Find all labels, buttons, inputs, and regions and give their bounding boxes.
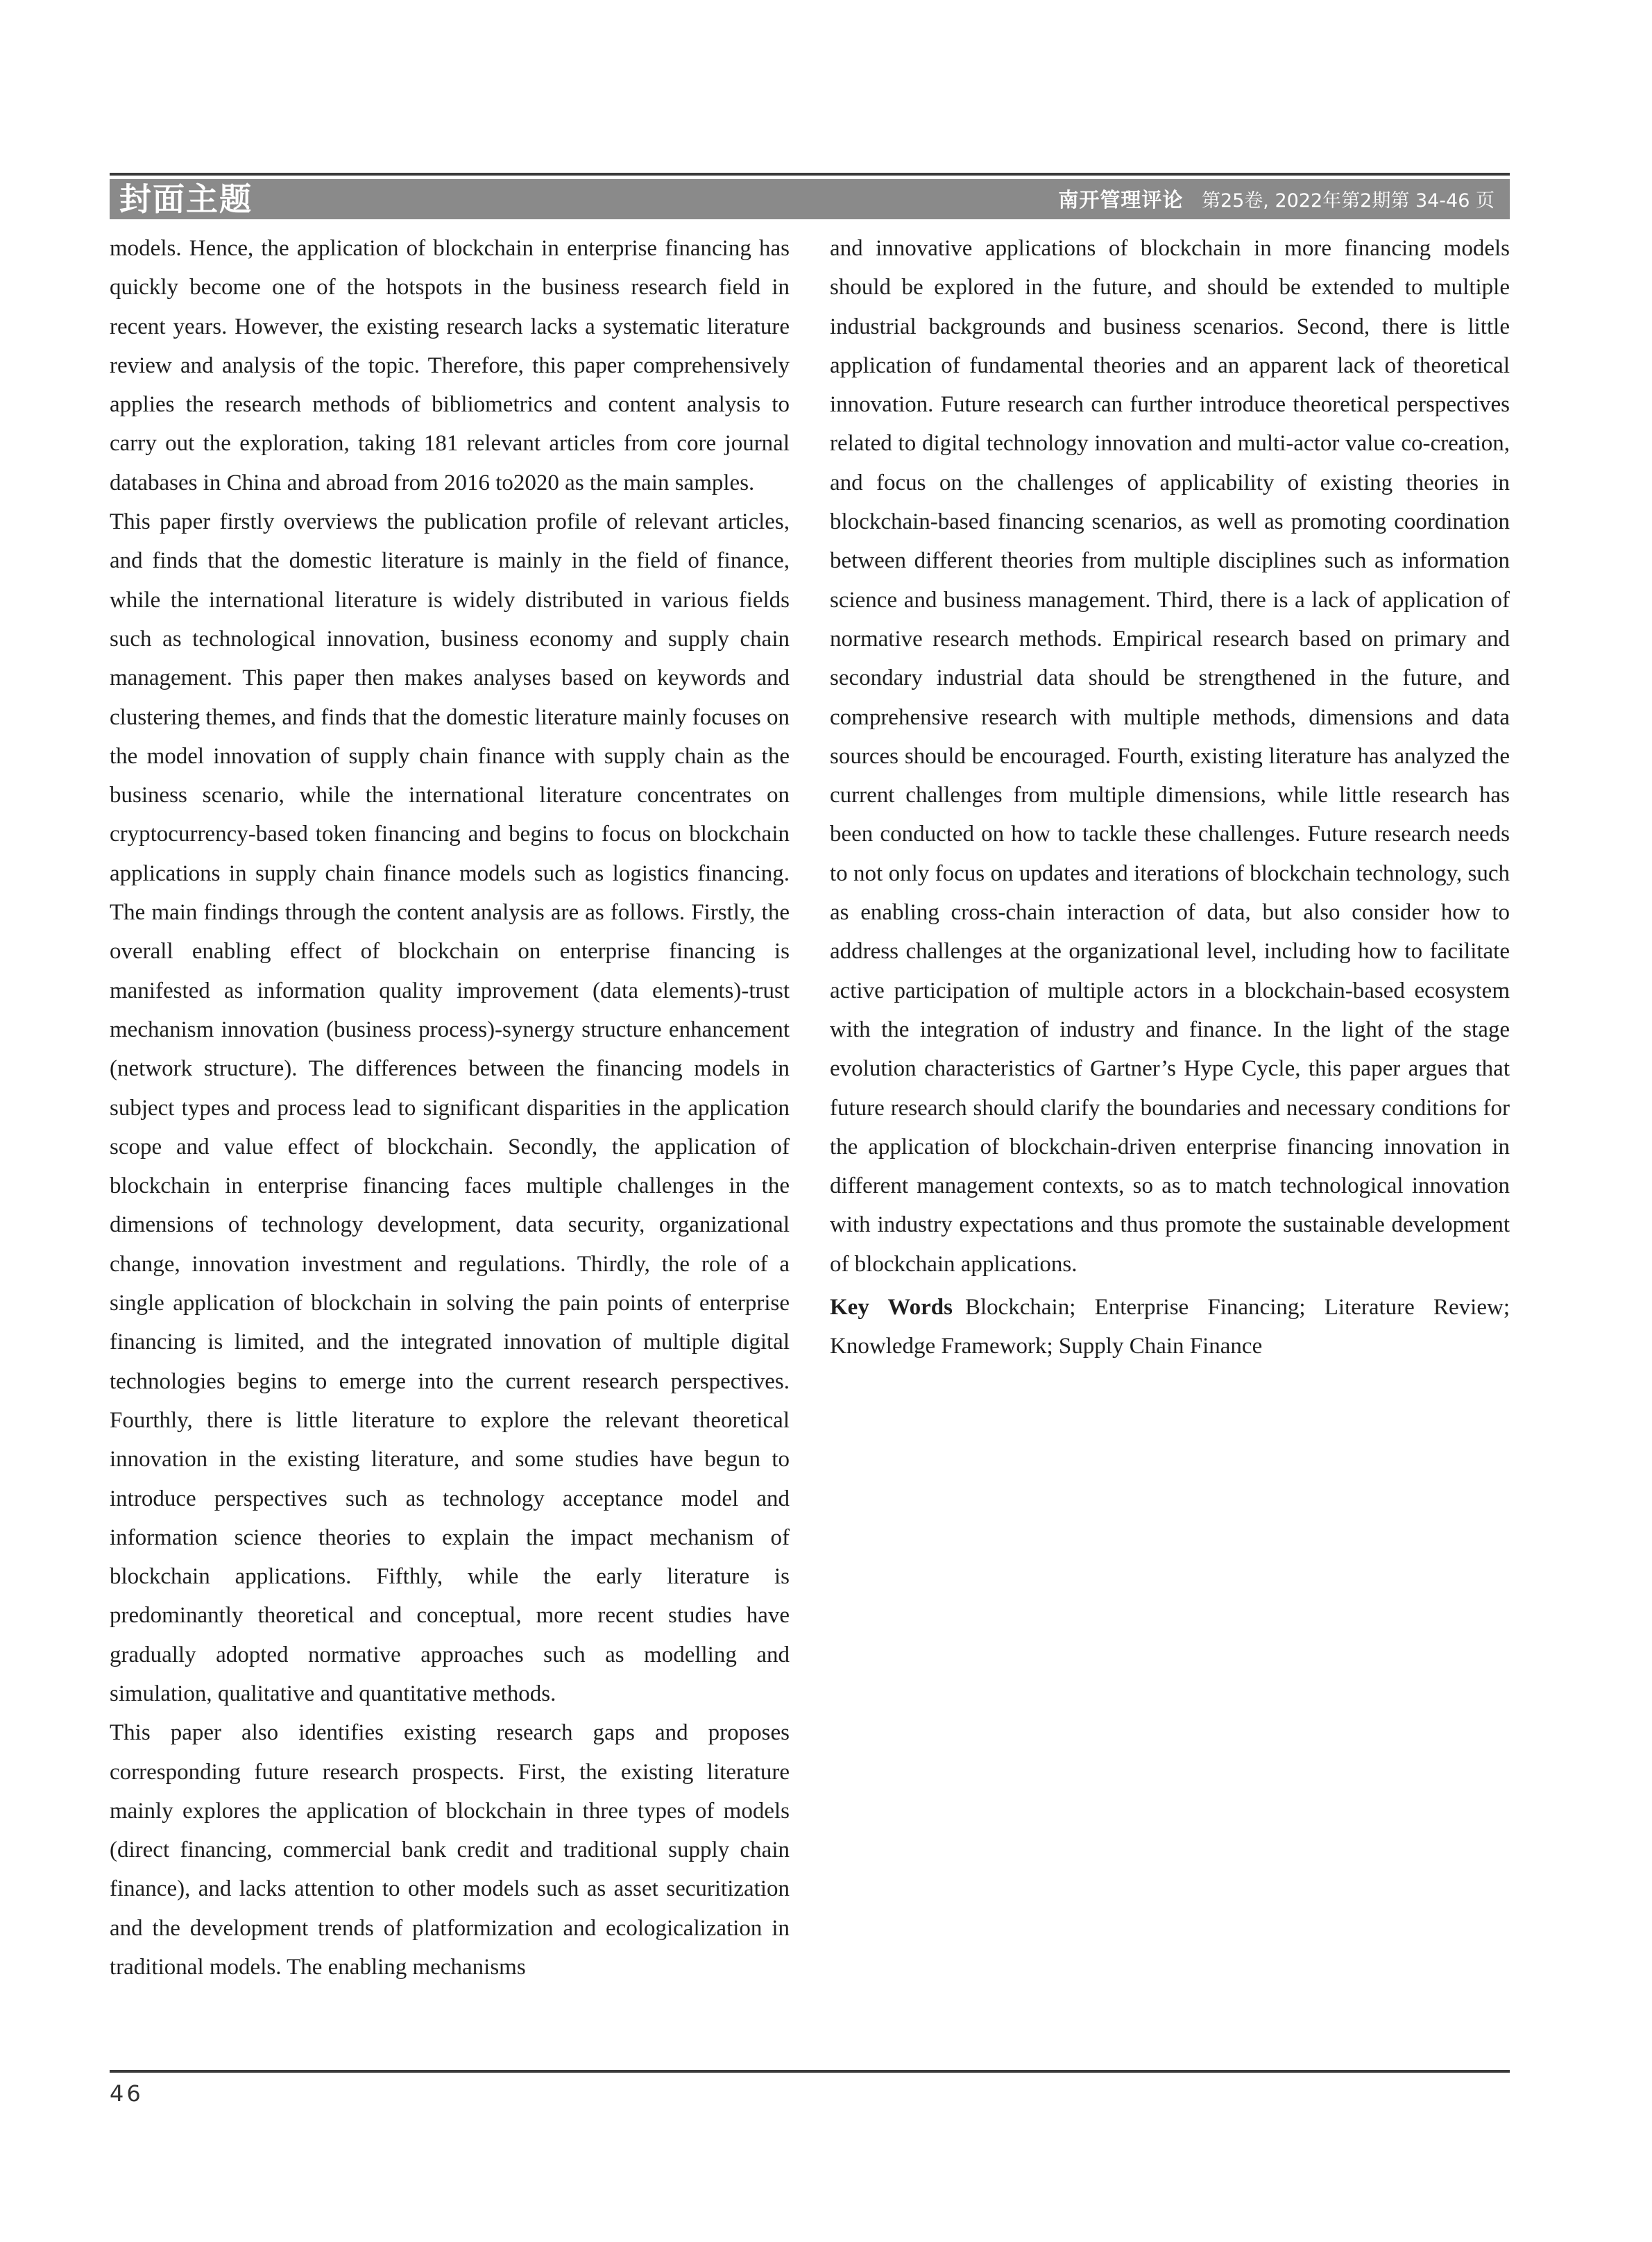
keywords bbox=[830, 1288, 1510, 1366]
running-header bbox=[110, 179, 1510, 219]
right-column bbox=[830, 229, 1510, 1366]
page-number: 46 bbox=[110, 2080, 144, 2107]
issue-info: 第25卷, 2022年第2期第 34-46 页 bbox=[1201, 190, 1495, 212]
left-column bbox=[110, 229, 790, 1987]
section-title: 封面主题 bbox=[119, 180, 253, 218]
paragraph: This paper also identifies existing research gaps and proposes corresponding future research prospects. First, the existing literature mainly explores the application of blockchain in three types of models (direct financing, commercial bank credit and traditional supply chain finance), and lacks attention to other models such as asset securitization and the development trends of platformization and ecologicalization in traditional models. The enabling mechanisms bbox=[110, 1720, 790, 1980]
paragraph: This paper firstly overviews the publication profile of relevant articles, and finds that the domestic literature is mainly in the field of finance, while the international literature is widely distributed in various fields such as technological innovation, business economy and supply chain management. This paper then makes analyses based on keywords and clustering themes, and finds that the domestic literature mainly focuses on the model innovation of supply chain finance with supply chain as the business scenario, while the international literature concentrates on cryptocurrency-based token financing and begins to focus on blockchain applications in supply chain finance models such as logistics financing. The main findings through the content analysis are as follows. Firstly, the overall enabling effect of blockchain on enterprise financing is manifested as information quality improvement (data elements)-trust mechanism innovation (business process)-synergy structure enhancement (network structure). The differences between the financing models in subject types and process lead to significant disparities in the application scope and value effect of blockchain. Secondly, the application of blockchain in enterprise financing faces multiple challenges in the dimensions of technology development, data security, organizational change, innovation investment and regulations. Thirdly, the role of a single application of blockchain in solving the pain points of enterprise financing is limited, and the integrated innovation of multiple digital technologies begins to emerge into the current research perspectives. Fourthly, there is little literature to explore the relevant theoretical innovation in the existing literature, and some studies have begun to introduce perspectives such as technology acceptance model and information science theories to explain the impact mechanism of blockchain applications. Fifthly, while the early literature is predominantly theoretical and conceptual, more recent studies have gradually adopted normative approaches such as modelling and simulation, qualitative and quantitative methods. bbox=[110, 509, 790, 1706]
journal-info bbox=[1058, 187, 1495, 214]
paragraph: and innovative applications of blockchain in more financing models should be explored in the future, and should be extended to multiple industrial backgrounds and business scenarios. Second, there is little application of fundamental theories and an apparent lack of theoretical innovation. Future research can further introduce theoretical perspectives related to digital technology innovation and multi-actor value co-creation, and focus on the challenges of applicability of existing theories in blockchain-based financing scenarios, as well as promoting coordination between different theories from multiple disciplines such as information science and business management. Third, there is a lack of application of normative research methods. Empirical research based on primary and secondary industrial data should be strengthened in the future, and comprehensive research with multiple methods, dimensions and data sources should be encouraged. Fourth, existing literature has analyzed the current challenges from multiple dimensions, while little research has been conducted on how to tackle these challenges. Future research needs to not only focus on updates and iterations of blockchain technology, such as enabling cross-chain interaction of data, but also consider how to address challenges at the organizational level, including how to facilitate active participation of multiple actors in a blockchain-based ecosystem with the integration of industry and finance. In the light of the stage evolution characteristics of Gartner’s Hype Cycle, this paper argues that future research should clarify the boundaries and necessary conditions for the application of blockchain-driven enterprise financing innovation in different management contexts, so as to match technological innovation with industry expectations and thus promote the sustainable development of blockchain applications. bbox=[830, 236, 1510, 1277]
footer-rule bbox=[110, 2070, 1510, 2073]
header-rule bbox=[110, 173, 1510, 176]
keywords-text: Blockchain; Enterprise Financing; Literature Review; Knowledge Framework; Supply Chain Finance bbox=[830, 1295, 1510, 1359]
paragraph: models. Hence, the application of blockchain in enterprise financing has quickly become one of the hotspots in the business research field in recent years. However, the existing research lacks a systematic literature review and analysis of the topic. Therefore, this paper comprehensively applies the research methods of bibliometrics and content analysis to carry out the exploration, taking 181 relevant articles from core journal databases in China and abroad from 2016 to2020 as the main samples. bbox=[110, 236, 790, 495]
keywords-label: Key Words bbox=[830, 1295, 953, 1320]
journal-name: 南开管理评论 bbox=[1058, 188, 1184, 212]
